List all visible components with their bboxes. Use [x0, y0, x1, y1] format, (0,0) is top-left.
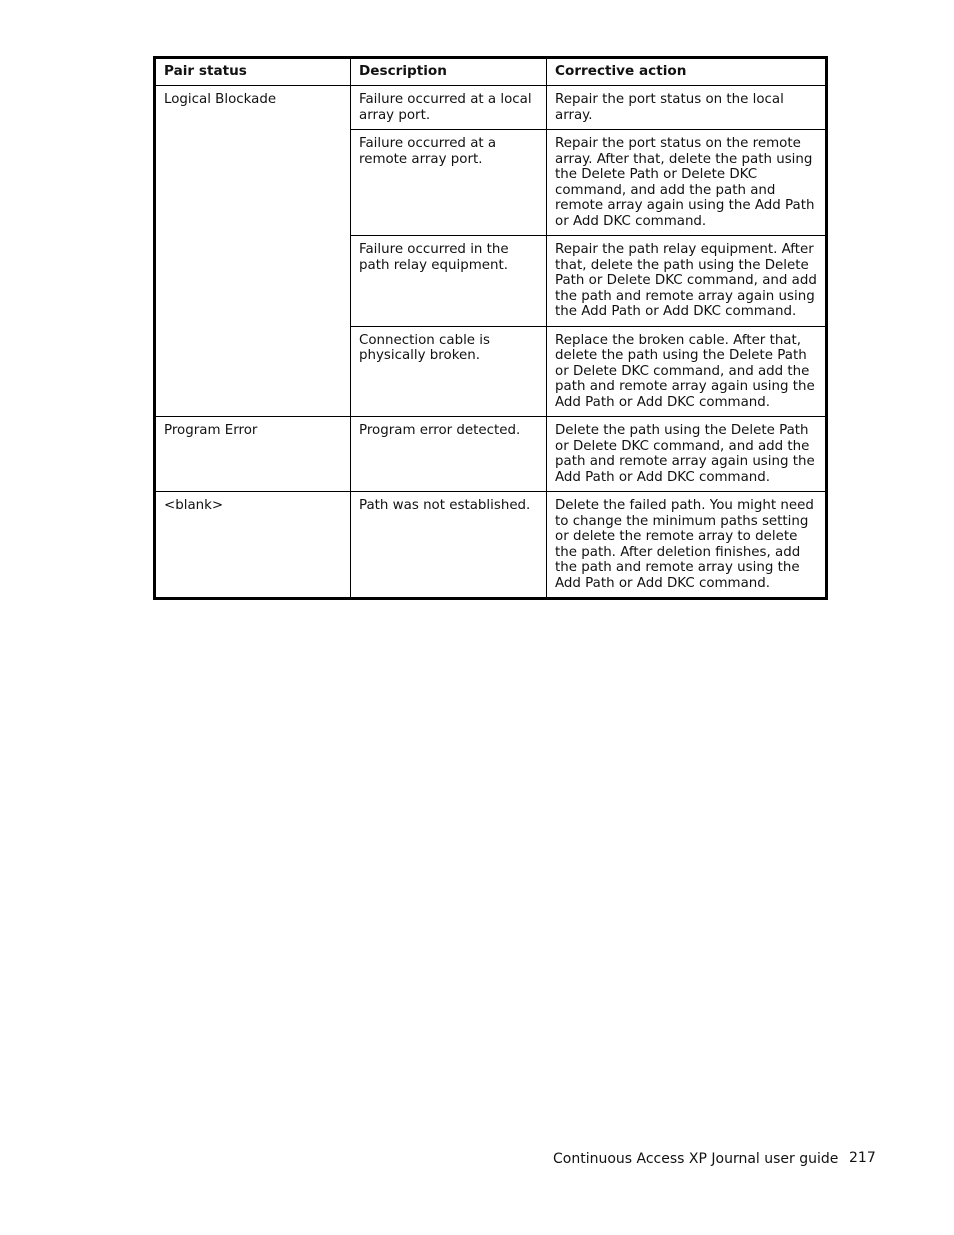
description-text: Failure occurred at a local array port. — [359, 92, 532, 123]
corrective-action-text: Repair the path relay equipment. After that, delete the path using the Delete Path or Delete DKC command, and add the path and remote array again using the Add Path or Add DKC command. — [555, 242, 817, 319]
header-pair-status: Pair status — [155, 58, 351, 86]
table-header-row — [155, 58, 827, 86]
description-cell — [351, 236, 547, 327]
pair-status-text: <blank> — [164, 498, 224, 513]
description-cell — [351, 492, 547, 599]
pair-status-cell — [155, 86, 351, 417]
table-row — [155, 492, 827, 599]
corrective-action-cell — [547, 326, 827, 417]
table-row — [155, 417, 827, 492]
pair-status-text: Logical Blockade — [164, 92, 277, 107]
description-text: Failure occurred in the path relay equipment. — [359, 242, 509, 273]
corrective-action-cell — [547, 417, 827, 492]
corrective-action-cell — [547, 236, 827, 327]
description-text: Path was not established. — [359, 498, 531, 513]
description-cell — [351, 86, 547, 130]
corrective-action-cell — [547, 492, 827, 599]
corrective-action-text: Repair the port status on the local array. — [555, 92, 784, 123]
pair-status-cell — [155, 417, 351, 492]
header-corrective-action: Corrective action — [547, 58, 827, 86]
corrective-action-text: Delete the path using the Delete Path or Delete DKC command, and add the path and remote array again using the Add Path or Add DKC command. — [555, 423, 815, 485]
footer-page-number: 217 — [849, 1150, 876, 1166]
pair-status-table — [153, 56, 828, 600]
corrective-action-text: Delete the failed path. You might need to change the minimum paths setting or delete the remote array to delete the path. After deletion finishes, add the path and remote array using the Add Path or Add DKC command. — [555, 498, 814, 591]
description-text: Program error detected. — [359, 423, 521, 438]
header-description: Description — [351, 58, 547, 86]
corrective-action-text: Replace the broken cable. After that, delete the path using the Delete Path or Delete DKC command, and add the path and remote array again using the Add Path or Add DKC command. — [555, 332, 815, 410]
description-cell — [351, 130, 547, 236]
corrective-action-text: Repair the port status on the remote array. After that, delete the path using the Delete Path or Delete DKC command, and add the path and remote array again using the Add Path or Add DKC command. — [555, 136, 815, 229]
footer-document-title: Continuous Access XP Journal user guide — [553, 1151, 839, 1167]
pair-status-text: Program Error — [164, 423, 258, 438]
description-cell — [351, 326, 547, 417]
corrective-action-cell — [547, 130, 827, 236]
table-row — [155, 86, 827, 130]
pair-status-cell — [155, 492, 351, 599]
description-cell — [351, 417, 547, 492]
corrective-action-cell — [547, 86, 827, 130]
description-text: Connection cable is physically broken. — [359, 332, 491, 363]
description-text: Failure occurred at a remote array port. — [359, 136, 497, 167]
